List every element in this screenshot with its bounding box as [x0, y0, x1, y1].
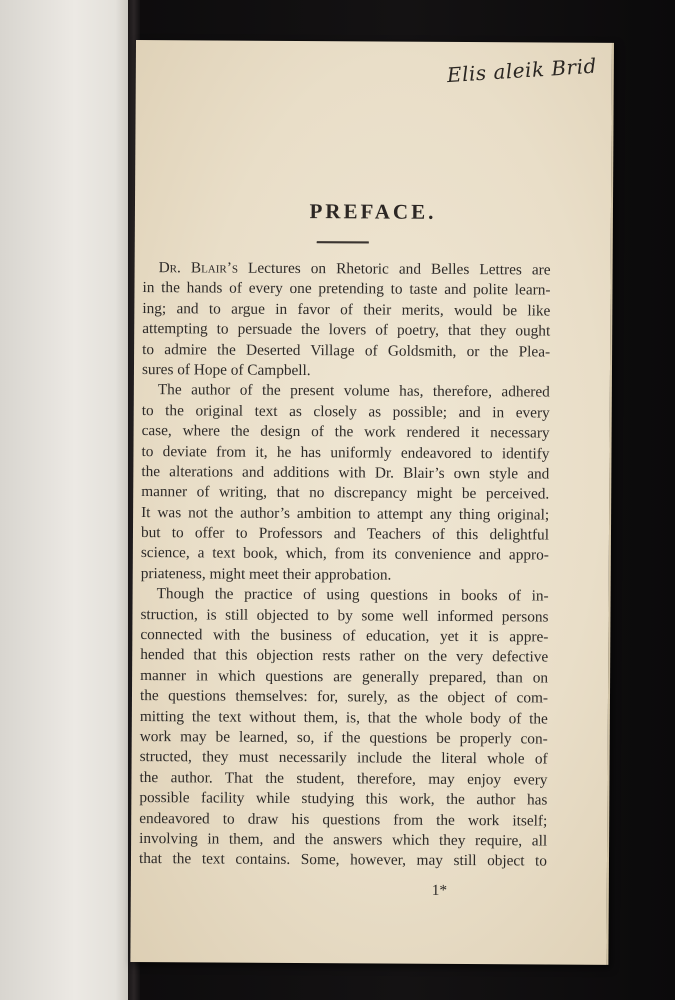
page-title: PREFACE.	[309, 199, 437, 224]
book-page	[130, 40, 614, 965]
text-line: involving in them, and the answers which they require, all	[139, 829, 548, 850]
text-line: to admire the Deserted Village of Goldsmith, or the Plea-	[142, 340, 551, 361]
text-line: Dr. Blair’s Lectures on Rhetoric and Belles Lettres are	[158, 259, 551, 279]
text-line: manner in which questions are generally prepared, than on	[140, 666, 549, 687]
text-line: the alterations and additions with Dr. Blair’s own style and	[141, 462, 550, 483]
text-line: endeavored to draw his questions from the work itself;	[139, 809, 548, 830]
text-line: the questions themselves: for, surely, as the object of com-	[139, 687, 549, 707]
text-line: Though the practice of using questions in books of in-	[156, 585, 549, 605]
text-line: connected with the business of education, yet it is appre-	[140, 626, 549, 646]
text-line: manner of writing, that no discrepancy might be perceived.	[141, 483, 550, 503]
text-line: structed, they must necessarily include the literal whole of	[139, 748, 548, 768]
text-line: ing; and to argue in favor of their merits, would be like	[142, 299, 551, 320]
text-line: to the original text as closely as possible; and in every	[141, 401, 550, 422]
left-flyleaf	[0, 0, 136, 1000]
title-rule	[317, 241, 369, 243]
preface-text	[139, 258, 551, 872]
text-line: hended that this objection rests rather on the very defective	[140, 646, 549, 666]
text-line: struction, is still objected to by some well informed persons	[140, 605, 549, 626]
text-line: attempting to persuade the lovers of poetry, that they ought	[142, 320, 551, 340]
text-line: It was not the author’s ambition to attempt any thing original;	[141, 503, 550, 524]
text-line: to deviate from it, he has uniformly endeavored to identify	[141, 442, 550, 463]
text-line: possible facility while studying this work, the author has	[139, 789, 548, 809]
text-line: The author of the present volume has, therefore, adhered	[157, 381, 550, 401]
text-line: in the hands of every one pretending to taste and polite learn-	[142, 279, 551, 299]
text-line: but to offer to Professors and Teachers of this delightful	[140, 524, 550, 544]
text-line: science, a text book, which, from its convenience and appro-	[140, 544, 549, 565]
signature-mark: 1*	[431, 881, 448, 899]
text-line: mitting the text without them, is, that the whole body of the	[139, 707, 548, 728]
text-line: case, where the design of the work rendered it necessary	[141, 422, 550, 442]
text-line: the author. That the student, therefore, may enjoy every	[139, 768, 548, 789]
text-line: that the text contains. Some, however, may still object to	[138, 850, 548, 870]
text-line: priateness, might meet their approbation.	[140, 564, 392, 584]
text-line: work may be learned, so, if the questions be properly con-	[139, 728, 548, 748]
text-line: sures of Hope of Campbell.	[141, 360, 311, 380]
handwritten-signature: Elis aleik Brid	[446, 53, 598, 88]
